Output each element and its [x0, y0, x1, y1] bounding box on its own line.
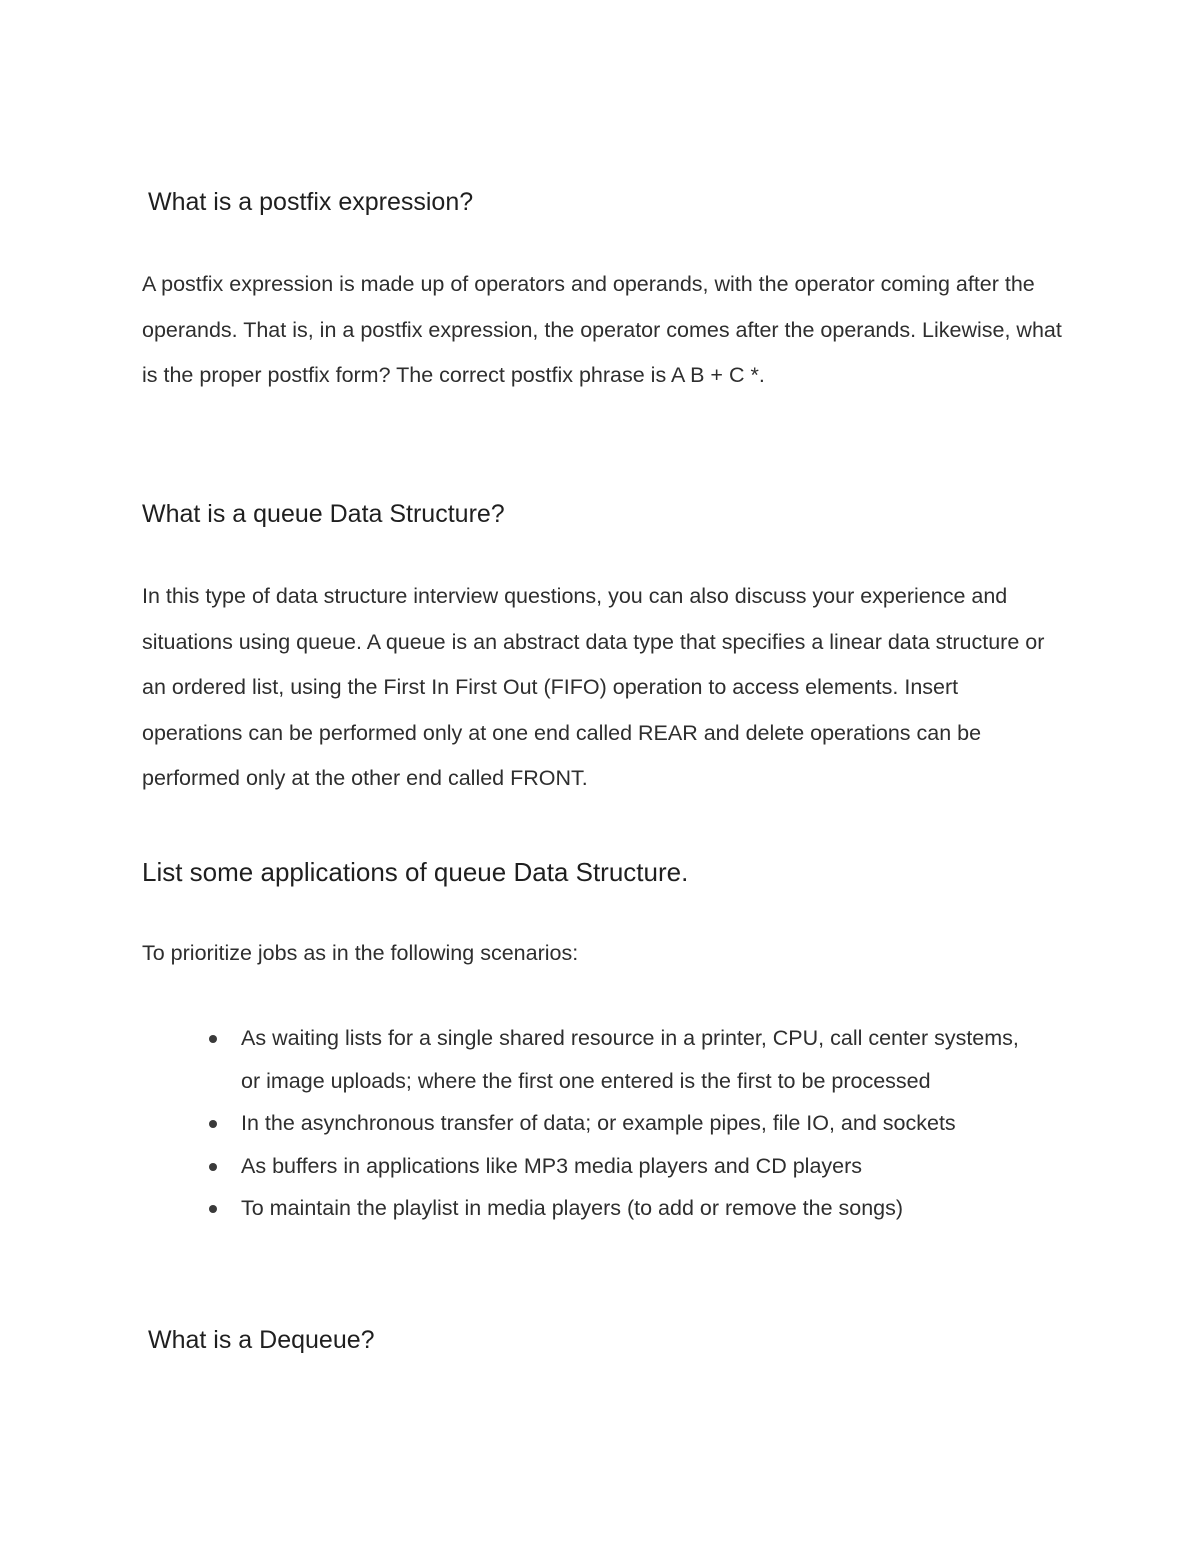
queue-applications-list — [206, 1017, 1036, 1230]
bullet-icon — [209, 1205, 217, 1213]
bullet-icon — [209, 1163, 217, 1171]
list-item — [206, 1102, 1036, 1145]
paragraph-queue-applications-intro: To prioritize jobs as in the following scenarios: — [142, 941, 579, 965]
list-item-text: To maintain the playlist in media players (to add or remove the songs) — [241, 1196, 904, 1220]
list-item-text: As buffers in applications like MP3 media players and CD players — [241, 1153, 863, 1178]
list-item — [206, 1017, 1036, 1102]
list-item — [206, 1145, 1036, 1188]
bullet-icon — [209, 1035, 217, 1043]
heading-dequeue: What is a Dequeue? — [148, 1326, 375, 1354]
heading-postfix-expression: What is a postfix expression? — [148, 188, 474, 216]
list-item-text: As waiting lists for a single shared resource in a printer, CPU, call center systems, or image uploads; where the first one entered is the first to be processed — [241, 1026, 1019, 1093]
heading-queue-applications: List some applications of queue Data Structure. — [142, 857, 689, 887]
bullet-icon — [209, 1120, 217, 1128]
heading-queue-data-structure: What is a queue Data Structure? — [142, 500, 505, 528]
paragraph-queue-data-structure: In this type of data structure interview questions, you can also discuss your experience and situations using queue. A queue is an abstract data type that specifies a linear data structure or an ordered list, using the First In First Out (FIFO) operation to access elements. Insert operations can be performed only at one end called REAR and delete operations can be performed only at the other end called FRONT. — [142, 584, 1045, 790]
paragraph-postfix-expression: A postfix expression is made up of operators and operands, with the operator coming after the operands. That is, in a postfix expression, the operator comes after the operands. Likewise, what is the proper postfix form? The correct postfix phrase is A B + C *. — [142, 272, 1062, 387]
list-item — [206, 1187, 1036, 1230]
list-item-text: In the asynchronous transfer of data; or example pipes, file IO, and sockets — [241, 1111, 956, 1135]
